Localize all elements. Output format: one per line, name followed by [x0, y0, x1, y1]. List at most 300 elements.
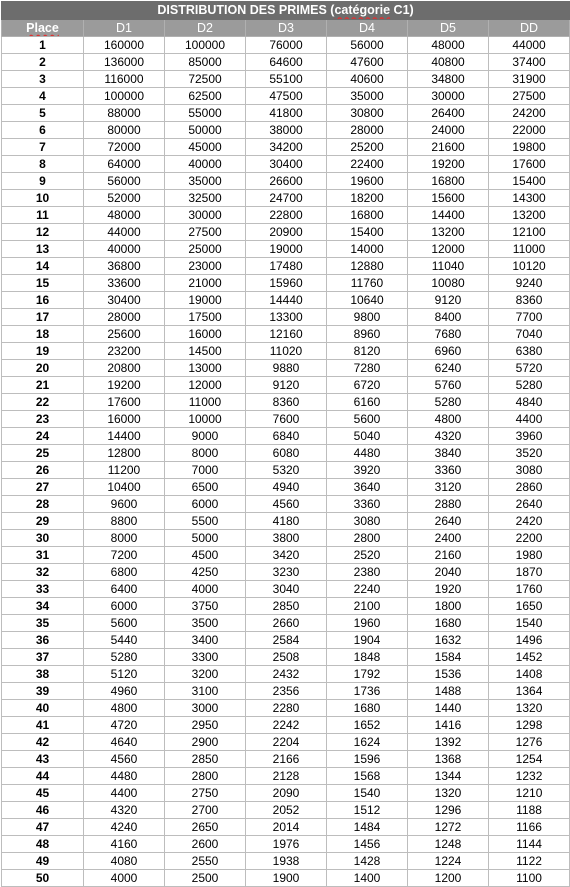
table-row — [2, 309, 570, 326]
table-row — [2, 428, 570, 445]
dd-cell: 1870 — [489, 564, 570, 581]
d5-cell: 6240 — [408, 360, 489, 377]
d4-cell: 2380 — [327, 564, 408, 581]
place-cell: 38 — [2, 666, 84, 683]
place-cell: 43 — [2, 751, 84, 768]
d4-cell: 56000 — [327, 37, 408, 54]
d5-cell: 24000 — [408, 122, 489, 139]
d2-cell: 2900 — [165, 734, 246, 751]
dd-cell: 11000 — [489, 241, 570, 258]
d2-cell: 4500 — [165, 547, 246, 564]
table-row — [2, 853, 570, 870]
place-cell: 24 — [2, 428, 84, 445]
dd-cell: 1232 — [489, 768, 570, 785]
column-header-place: Place — [2, 20, 84, 37]
d1-cell: 19200 — [84, 377, 165, 394]
d3-cell: 38000 — [246, 122, 327, 139]
place-cell: 2 — [2, 54, 84, 71]
d3-cell: 4560 — [246, 496, 327, 513]
d2-cell: 3500 — [165, 615, 246, 632]
d1-cell: 116000 — [84, 71, 165, 88]
dd-cell: 14300 — [489, 190, 570, 207]
place-cell: 20 — [2, 360, 84, 377]
place-cell: 1 — [2, 37, 84, 54]
d1-cell: 4480 — [84, 768, 165, 785]
d1-cell: 52000 — [84, 190, 165, 207]
d3-cell: 5320 — [246, 462, 327, 479]
d5-cell: 1536 — [408, 666, 489, 683]
d1-cell: 40000 — [84, 241, 165, 258]
d4-cell: 18200 — [327, 190, 408, 207]
d5-cell: 1200 — [408, 870, 489, 887]
d1-cell: 11200 — [84, 462, 165, 479]
d1-cell: 44000 — [84, 224, 165, 241]
d2-cell: 7000 — [165, 462, 246, 479]
d1-cell: 4640 — [84, 734, 165, 751]
place-cell: 5 — [2, 105, 84, 122]
dd-cell: 1254 — [489, 751, 570, 768]
d3-cell: 6080 — [246, 445, 327, 462]
d5-cell: 8400 — [408, 309, 489, 326]
d4-cell: 1456 — [327, 836, 408, 853]
d5-cell: 1296 — [408, 802, 489, 819]
dd-cell: 1364 — [489, 683, 570, 700]
dd-cell: 1100 — [489, 870, 570, 887]
d3-cell: 1938 — [246, 853, 327, 870]
dd-cell: 1210 — [489, 785, 570, 802]
dd-cell: 1122 — [489, 853, 570, 870]
d5-cell: 1392 — [408, 734, 489, 751]
table-row — [2, 768, 570, 785]
place-cell: 12 — [2, 224, 84, 241]
d5-cell: 30000 — [408, 88, 489, 105]
d3-cell: 64600 — [246, 54, 327, 71]
d5-cell: 40800 — [408, 54, 489, 71]
table-row — [2, 564, 570, 581]
d4-cell: 5040 — [327, 428, 408, 445]
d2-cell: 2950 — [165, 717, 246, 734]
d1-cell: 64000 — [84, 156, 165, 173]
table-row — [2, 734, 570, 751]
d5-cell: 21600 — [408, 139, 489, 156]
d2-cell: 9000 — [165, 428, 246, 445]
place-cell: 31 — [2, 547, 84, 564]
d5-cell: 1224 — [408, 853, 489, 870]
d1-cell: 5280 — [84, 649, 165, 666]
d1-cell: 7200 — [84, 547, 165, 564]
d4-cell: 4480 — [327, 445, 408, 462]
prize-distribution-sheet — [1, 1, 568, 887]
place-cell: 7 — [2, 139, 84, 156]
table-row — [2, 870, 570, 887]
table-row — [2, 445, 570, 462]
table-row — [2, 173, 570, 190]
d1-cell: 136000 — [84, 54, 165, 71]
dd-cell: 2200 — [489, 530, 570, 547]
dd-cell: 7700 — [489, 309, 570, 326]
d2-cell: 8000 — [165, 445, 246, 462]
d3-cell: 3420 — [246, 547, 327, 564]
d2-cell: 2700 — [165, 802, 246, 819]
d3-cell: 1900 — [246, 870, 327, 887]
d3-cell: 9120 — [246, 377, 327, 394]
d3-cell: 4180 — [246, 513, 327, 530]
d3-cell: 47500 — [246, 88, 327, 105]
d3-cell: 30400 — [246, 156, 327, 173]
d3-cell: 2660 — [246, 615, 327, 632]
table-row — [2, 258, 570, 275]
d3-cell: 12160 — [246, 326, 327, 343]
d2-cell: 19000 — [165, 292, 246, 309]
d5-cell: 9120 — [408, 292, 489, 309]
d3-cell: 41800 — [246, 105, 327, 122]
place-cell: 46 — [2, 802, 84, 819]
d3-cell: 4940 — [246, 479, 327, 496]
dd-cell: 2860 — [489, 479, 570, 496]
place-cell: 19 — [2, 343, 84, 360]
dd-cell: 9240 — [489, 275, 570, 292]
d3-cell: 2090 — [246, 785, 327, 802]
d4-cell: 40600 — [327, 71, 408, 88]
d1-cell: 36800 — [84, 258, 165, 275]
table-row — [2, 122, 570, 139]
dd-cell: 1980 — [489, 547, 570, 564]
d3-cell: 2356 — [246, 683, 327, 700]
d3-cell: 7600 — [246, 411, 327, 428]
d2-cell: 11000 — [165, 394, 246, 411]
place-cell: 36 — [2, 632, 84, 649]
d2-cell: 72500 — [165, 71, 246, 88]
d3-cell: 2166 — [246, 751, 327, 768]
place-cell: 40 — [2, 700, 84, 717]
dd-cell: 15400 — [489, 173, 570, 190]
d1-cell: 4000 — [84, 870, 165, 887]
dd-cell: 1188 — [489, 802, 570, 819]
dd-cell: 3520 — [489, 445, 570, 462]
table-row — [2, 54, 570, 71]
d2-cell: 3750 — [165, 598, 246, 615]
place-cell: 29 — [2, 513, 84, 530]
d1-cell: 28000 — [84, 309, 165, 326]
d1-cell: 25600 — [84, 326, 165, 343]
d2-cell: 2650 — [165, 819, 246, 836]
place-cell: 21 — [2, 377, 84, 394]
d2-cell: 3000 — [165, 700, 246, 717]
d4-cell: 1736 — [327, 683, 408, 700]
table-title-row — [2, 2, 570, 20]
d3-cell: 2128 — [246, 768, 327, 785]
table-row — [2, 615, 570, 632]
d5-cell: 3840 — [408, 445, 489, 462]
place-cell: 27 — [2, 479, 84, 496]
d1-cell: 6400 — [84, 581, 165, 598]
dd-cell: 1166 — [489, 819, 570, 836]
place-cell: 32 — [2, 564, 84, 581]
d5-cell: 4320 — [408, 428, 489, 445]
d5-cell: 15600 — [408, 190, 489, 207]
d4-cell: 1960 — [327, 615, 408, 632]
table-row — [2, 598, 570, 615]
table-row — [2, 496, 570, 513]
place-cell: 22 — [2, 394, 84, 411]
d5-cell: 48000 — [408, 37, 489, 54]
d3-cell: 55100 — [246, 71, 327, 88]
dd-cell: 2420 — [489, 513, 570, 530]
d4-cell: 6720 — [327, 377, 408, 394]
table-row — [2, 547, 570, 564]
d3-cell: 76000 — [246, 37, 327, 54]
place-cell: 25 — [2, 445, 84, 462]
table-row — [2, 394, 570, 411]
d5-cell: 14400 — [408, 207, 489, 224]
d1-cell: 5440 — [84, 632, 165, 649]
d2-cell: 32500 — [165, 190, 246, 207]
table-row — [2, 224, 570, 241]
table-row — [2, 802, 570, 819]
column-header-dd: DD — [489, 20, 570, 37]
d5-cell: 1416 — [408, 717, 489, 734]
d4-cell: 1652 — [327, 717, 408, 734]
d1-cell: 4960 — [84, 683, 165, 700]
dd-cell: 8360 — [489, 292, 570, 309]
d2-cell: 12000 — [165, 377, 246, 394]
d2-cell: 85000 — [165, 54, 246, 71]
d5-cell: 12000 — [408, 241, 489, 258]
table-row — [2, 462, 570, 479]
table-title-underlined-word: catégorie — [334, 3, 391, 17]
d1-cell: 4400 — [84, 785, 165, 802]
d2-cell: 6000 — [165, 496, 246, 513]
d5-cell: 1584 — [408, 649, 489, 666]
d4-cell: 16800 — [327, 207, 408, 224]
dd-cell: 2640 — [489, 496, 570, 513]
table-row — [2, 411, 570, 428]
d5-cell: 4800 — [408, 411, 489, 428]
d1-cell: 4720 — [84, 717, 165, 734]
d5-cell: 6960 — [408, 343, 489, 360]
d2-cell: 5000 — [165, 530, 246, 547]
dd-cell: 24200 — [489, 105, 570, 122]
place-cell: 23 — [2, 411, 84, 428]
d1-cell: 80000 — [84, 122, 165, 139]
table-row — [2, 683, 570, 700]
dd-cell: 1760 — [489, 581, 570, 598]
table-row — [2, 479, 570, 496]
d3-cell: 19000 — [246, 241, 327, 258]
d3-cell: 2204 — [246, 734, 327, 751]
d1-cell: 4080 — [84, 853, 165, 870]
d1-cell: 4240 — [84, 819, 165, 836]
d2-cell: 2850 — [165, 751, 246, 768]
d2-cell: 100000 — [165, 37, 246, 54]
d4-cell: 1624 — [327, 734, 408, 751]
d3-cell: 2052 — [246, 802, 327, 819]
table-row — [2, 785, 570, 802]
dd-cell: 19800 — [489, 139, 570, 156]
place-cell: 8 — [2, 156, 84, 173]
place-cell: 33 — [2, 581, 84, 598]
d4-cell: 1792 — [327, 666, 408, 683]
dd-cell: 5280 — [489, 377, 570, 394]
d5-cell: 5280 — [408, 394, 489, 411]
dd-cell: 3080 — [489, 462, 570, 479]
d1-cell: 17600 — [84, 394, 165, 411]
d3-cell: 2432 — [246, 666, 327, 683]
dd-cell: 10120 — [489, 258, 570, 275]
table-row — [2, 836, 570, 853]
d5-cell: 34800 — [408, 71, 489, 88]
d3-cell: 8360 — [246, 394, 327, 411]
d3-cell: 2014 — [246, 819, 327, 836]
place-cell: 15 — [2, 275, 84, 292]
d4-cell: 1484 — [327, 819, 408, 836]
dd-cell: 1408 — [489, 666, 570, 683]
d2-cell: 2600 — [165, 836, 246, 853]
dd-cell: 1650 — [489, 598, 570, 615]
dd-cell: 1320 — [489, 700, 570, 717]
table-row — [2, 156, 570, 173]
d4-cell: 1400 — [327, 870, 408, 887]
dd-cell: 4840 — [489, 394, 570, 411]
d2-cell: 35000 — [165, 173, 246, 190]
d1-cell: 10400 — [84, 479, 165, 496]
d3-cell: 15960 — [246, 275, 327, 292]
place-cell: 10 — [2, 190, 84, 207]
table-row — [2, 71, 570, 88]
d4-cell: 25200 — [327, 139, 408, 156]
column-header-d1: D1 — [84, 20, 165, 37]
dd-cell: 13200 — [489, 207, 570, 224]
d4-cell: 28000 — [327, 122, 408, 139]
d2-cell: 2500 — [165, 870, 246, 887]
dd-cell: 27500 — [489, 88, 570, 105]
d3-cell: 3230 — [246, 564, 327, 581]
d1-cell: 4160 — [84, 836, 165, 853]
dd-cell: 31900 — [489, 71, 570, 88]
d2-cell: 10000 — [165, 411, 246, 428]
table-row — [2, 207, 570, 224]
table-row — [2, 530, 570, 547]
d2-cell: 6500 — [165, 479, 246, 496]
dd-cell: 4400 — [489, 411, 570, 428]
d5-cell: 1680 — [408, 615, 489, 632]
place-cell: 45 — [2, 785, 84, 802]
place-cell: 6 — [2, 122, 84, 139]
column-header-d4: D4 — [327, 20, 408, 37]
place-cell: 26 — [2, 462, 84, 479]
d3-cell: 2850 — [246, 598, 327, 615]
d1-cell: 4320 — [84, 802, 165, 819]
d3-cell: 9880 — [246, 360, 327, 377]
d5-cell: 19200 — [408, 156, 489, 173]
d2-cell: 16000 — [165, 326, 246, 343]
d3-cell: 22800 — [246, 207, 327, 224]
d4-cell: 3640 — [327, 479, 408, 496]
d4-cell: 1568 — [327, 768, 408, 785]
place-cell: 34 — [2, 598, 84, 615]
table-row — [2, 649, 570, 666]
table-body — [2, 37, 570, 887]
table-row — [2, 717, 570, 734]
table-row — [2, 292, 570, 309]
d1-cell: 9600 — [84, 496, 165, 513]
d4-cell: 2240 — [327, 581, 408, 598]
d1-cell: 48000 — [84, 207, 165, 224]
d5-cell: 2160 — [408, 547, 489, 564]
d4-cell: 3920 — [327, 462, 408, 479]
d4-cell: 14000 — [327, 241, 408, 258]
d4-cell: 1596 — [327, 751, 408, 768]
d5-cell: 1920 — [408, 581, 489, 598]
d2-cell: 4250 — [165, 564, 246, 581]
d2-cell: 3200 — [165, 666, 246, 683]
d2-cell: 3100 — [165, 683, 246, 700]
d1-cell: 4560 — [84, 751, 165, 768]
place-cell: 16 — [2, 292, 84, 309]
d4-cell: 35000 — [327, 88, 408, 105]
table-row — [2, 343, 570, 360]
d1-cell: 30400 — [84, 292, 165, 309]
d1-cell: 160000 — [84, 37, 165, 54]
d3-cell: 3040 — [246, 581, 327, 598]
d2-cell: 62500 — [165, 88, 246, 105]
d5-cell: 26400 — [408, 105, 489, 122]
table-row — [2, 819, 570, 836]
table-row — [2, 632, 570, 649]
dd-cell: 17600 — [489, 156, 570, 173]
d3-cell: 13300 — [246, 309, 327, 326]
dd-cell: 5720 — [489, 360, 570, 377]
dd-cell: 37400 — [489, 54, 570, 71]
d4-cell: 10640 — [327, 292, 408, 309]
d2-cell: 2550 — [165, 853, 246, 870]
d2-cell: 13000 — [165, 360, 246, 377]
d5-cell: 1320 — [408, 785, 489, 802]
table-row — [2, 581, 570, 598]
place-cell: 9 — [2, 173, 84, 190]
d5-cell: 16800 — [408, 173, 489, 190]
d4-cell: 30800 — [327, 105, 408, 122]
d4-cell: 7280 — [327, 360, 408, 377]
d2-cell: 45000 — [165, 139, 246, 156]
prize-table — [1, 1, 570, 887]
dd-cell: 1496 — [489, 632, 570, 649]
d2-cell: 55000 — [165, 105, 246, 122]
table-row — [2, 139, 570, 156]
d4-cell: 47600 — [327, 54, 408, 71]
d1-cell: 8800 — [84, 513, 165, 530]
dd-cell: 1540 — [489, 615, 570, 632]
d5-cell: 2640 — [408, 513, 489, 530]
d1-cell: 8000 — [84, 530, 165, 547]
table-row — [2, 88, 570, 105]
d3-cell: 2280 — [246, 700, 327, 717]
d3-cell: 2242 — [246, 717, 327, 734]
column-header-row — [2, 20, 570, 37]
d1-cell: 14400 — [84, 428, 165, 445]
d4-cell: 15400 — [327, 224, 408, 241]
d1-cell: 4800 — [84, 700, 165, 717]
d5-cell: 1344 — [408, 768, 489, 785]
d5-cell: 13200 — [408, 224, 489, 241]
place-cell: 47 — [2, 819, 84, 836]
d4-cell: 3080 — [327, 513, 408, 530]
d2-cell: 17500 — [165, 309, 246, 326]
d3-cell: 2508 — [246, 649, 327, 666]
table-row — [2, 700, 570, 717]
place-cell: 14 — [2, 258, 84, 275]
table-row — [2, 666, 570, 683]
